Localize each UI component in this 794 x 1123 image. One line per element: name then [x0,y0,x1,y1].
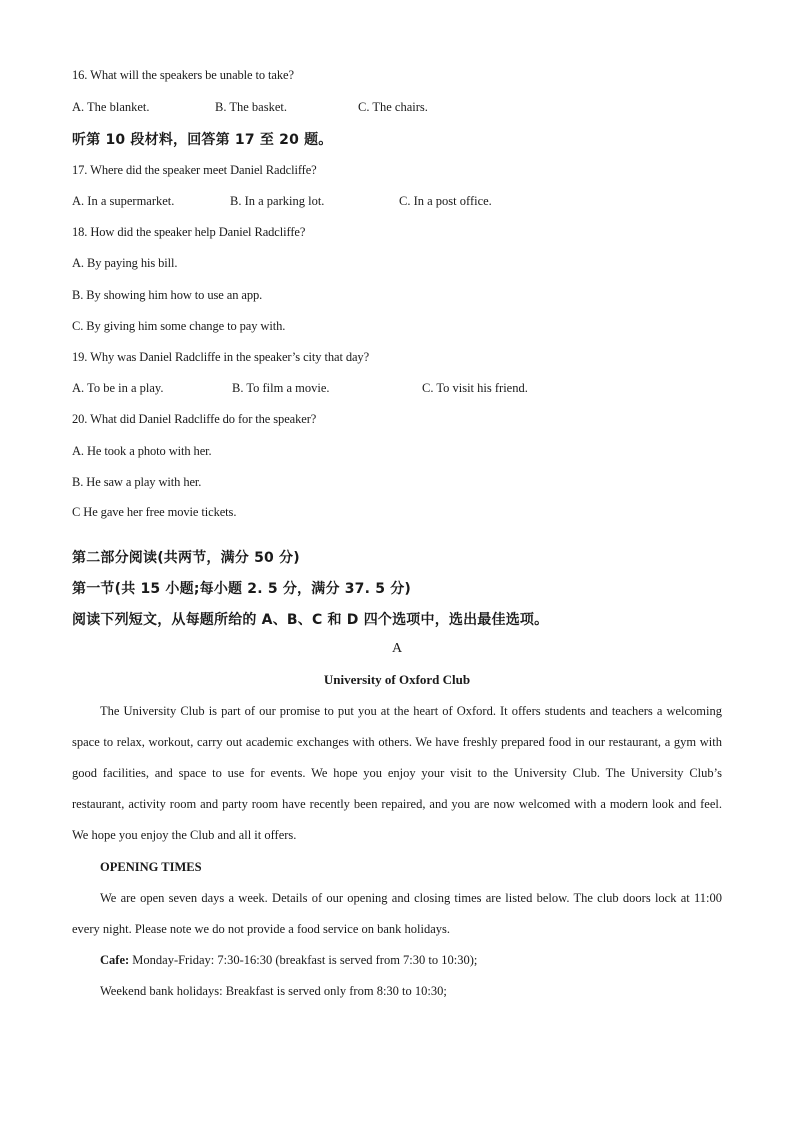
q18-option-c: C. By giving him some change to pay with. [72,319,286,333]
cafe-text: Monday-Friday: 7:30-16:30 (breakfast is served from 7:30 to 10:30); [129,953,478,967]
reading-instruction: 阅读下列短文，从每题所给的 A、B、C 和 D 四个选项中，选出最佳选项。 [72,612,549,628]
q17-option-a: A. In a supermarket. [72,194,175,208]
q19-option-a: A. To be in a play. [72,381,164,395]
q20-option-b: B. He saw a play with her. [72,475,202,489]
question-16: 16. What will the speakers be unable to take? [72,68,294,82]
q19-option-c: C. To visit his friend. [422,381,528,395]
section-10-heading: 听第 10 段材料，回答第 17 至 20 题。 [72,132,333,148]
q16-option-c: C. The chairs. [358,100,428,114]
q16-option-b: B. The basket. [215,100,287,114]
q17-option-c: C. In a post office. [399,194,492,208]
opening-times-heading: OPENING TIMES [100,860,202,874]
q18-option-b: B. By showing him how to use an app. [72,288,263,302]
q16-option-a: A. The blanket. [72,100,150,114]
passage-paragraph-1: The University Club is part of our promise to put you at the heart of Oxford. It offers students and teachers a welcoming space to relax, workout, carry out academic exchanges with others. We have freshly prepared food in our restaurant, a gym with good facilities, and space to use for events. We hope you enjoy your visit to the University Club. The University Club’s restaurant, activity room and party room have recently been repaired, and you are now welcomed with a modern look and feel. We hope you enjoy the Club and all it offers. [72,704,722,842]
question-17: 17. Where did the speaker meet Daniel Radcliffe? [72,163,317,177]
passage-paragraph-2: We are open seven days a week. Details of our opening and closing times are listed below. The club doors lock at 11:00 every night. Please note we do not provide a food service on bank holidays. [72,891,722,936]
cafe-label: Cafe: [100,953,130,967]
cafe-hours [100,953,477,968]
q18-option-a: A. By paying his bill. [72,256,178,270]
q20-option-c: C He gave her free movie tickets. [72,505,237,519]
passage-letter: A [391,641,403,656]
question-19: 19. Why was Daniel Radcliffe in the speaker’s city that day? [72,350,370,364]
part2-title: 第二部分阅读(共两节，满分 50 分) [72,550,300,566]
question-18: 18. How did the speaker help Daniel Radcliffe? [72,225,306,239]
q20-option-a: A. He took a photo with her. [72,444,212,458]
weekend-hours: Weekend bank holidays: Breakfast is served only from 8:30 to 10:30; [100,984,447,998]
q17-option-b: B. In a parking lot. [230,194,325,208]
q19-option-b: B. To film a movie. [232,381,330,395]
section1-title: 第一节(共 15 小题;每小题 2. 5 分，满分 37. 5 分) [72,581,412,597]
question-20: 20. What did Daniel Radcliffe do for the speaker? [72,412,317,426]
passage-title: University of Oxford Club [323,672,471,687]
